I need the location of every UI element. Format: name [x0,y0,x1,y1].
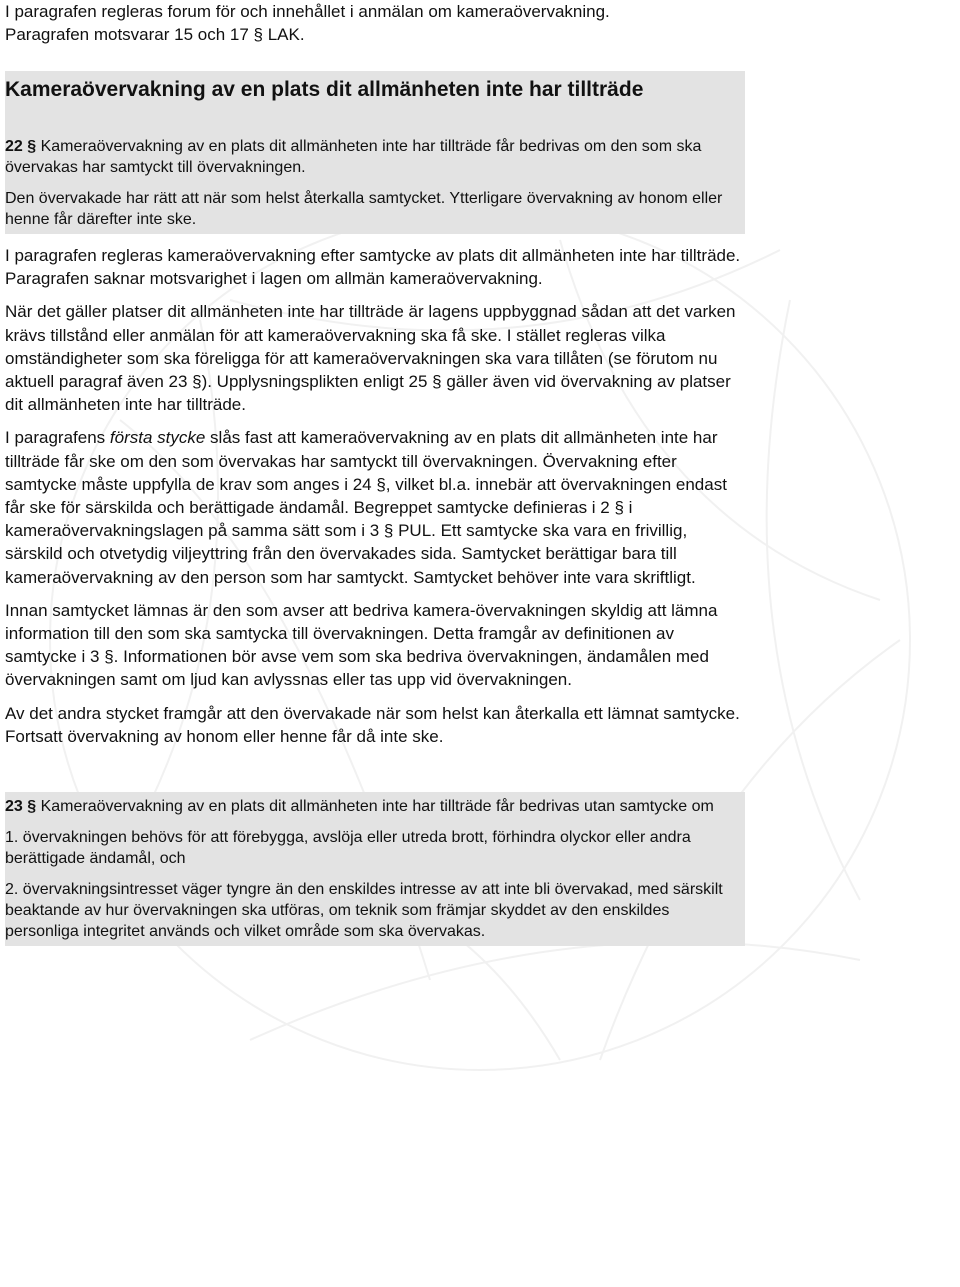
section-22-box [5,71,745,234]
commentary-paragraph-3 [5,426,745,588]
commentary-paragraph-4: Innan samtycket lämnas är den som avser att bedriva kamera-övervakningen skyldig att lämna information till den som ska samtycka till övervakningen. Detta framgår av definitionen av samtycke i 3 §. Informationen bör avse vem som ska bedriva övervakningen, ändamålen med övervakningen samt om ljud kan avlyssnas eller tas upp vid övervakningen. [5,600,718,690]
section-23-item-2: 2. övervakningsintresset väger tyngre än den enskildes intresse av att inte bli övervakad, med särskilt beaktande av hur övervakningen ska utföras, om teknik som främjar skyddet av den enskildes personliga integritet används och vilket område som ska övervakas. [5,881,723,941]
commentary-p3-after: slås fast att kameraövervakning av en plats dit allmänheten inte har tillträde får ske om den som övervakas har samtyckt till övervakningen. Övervakning efter samtycke måste uppfylla de krav som anges i 24 §, vilket bl.a. innebär att övervakningen endast får ske för särskilda och berättigade ändamål. Begreppet samtycke definieras i 2 § i kameraövervakningslagen på samma sätt som i 3 § PUL. Ett samtycke ska vara en frivillig, särskild och otvetydig viljeyttring från den övervakades sida. Samtycket berättigar bara till kameraövervakning av den person som har samtyckt. Samtycket behöver inte vara skriftligt. [5,428,727,587]
section-22-paragraph-2: Den övervakade har rätt att när som helst återkalla samtycket. Ytterligare övervakning av honom eller henne får därefter inte ske. [5,190,723,228]
section-22-paragraph-1 [5,136,745,178]
section-23-text: Kameraövervakning av en plats dit allmänheten inte har tillträde får bedrivas utan samtycke om [36,798,714,816]
commentary-paragraph-5: Av det andra stycket framgår att den övervakade när som helst kan återkalla ett lämnat samtycke. Fortsatt övervakning av honom eller henne får då inte ske. [5,703,740,746]
commentary-paragraph-2: När det gäller platser dit allmänheten inte har tillträde är lagens uppbyggnad sådan att det varken krävs tillstånd eller anmälan för att kameraövervakning ska få ske. I stället regleras vilka omständigheter som ska föreligga för att kameraövervakningen ska vara tillåten (se förutom nu aktuell paragraf även 23 §). Upplysningsplikten enligt 25 § gäller även vid övervakning av platser dit allmänheten inte har tillträde. [5,302,736,415]
intro-line-2: Paragrafen motsvarar 15 och 17 § LAK. [5,25,305,44]
section-23-number: 23 § [5,798,37,816]
section-22-heading: Kameraövervakning av en plats dit allmänheten inte har tillträde [5,78,644,101]
commentary-p3-before: I paragrafens [5,428,110,448]
section-22-text-1: Kameraövervakning av en plats dit allmänheten inte har tillträde får bedrivas om den som ska övervakas har samtyckt till övervakningen. [5,138,702,176]
section-23-item-1: 1. övervakningen behövs för att förebygga, avslöja eller utreda brott, förhindra olyckor eller andra berättigade ändamål, och [5,829,691,868]
section-23-intro [5,796,745,817]
section-22-law-text [5,136,745,230]
section-23-box [5,792,745,946]
intro-line-1: I paragrafen regleras forum för och innehållet i anmälan om kameraövervakning. [5,2,610,21]
section-22-number: 22 § [5,138,37,155]
commentary-paragraph-1: I paragrafen regleras kameraövervakning efter samtycke av plats dit allmänheten inte har tillträde. Paragrafen saknar motsvarighet i lagen om allmän kameraövervakning. [5,246,741,289]
commentary-p3-emphasis: första stycke [109,428,206,448]
intro-paragraph [5,0,745,46]
commentary [5,244,745,748]
